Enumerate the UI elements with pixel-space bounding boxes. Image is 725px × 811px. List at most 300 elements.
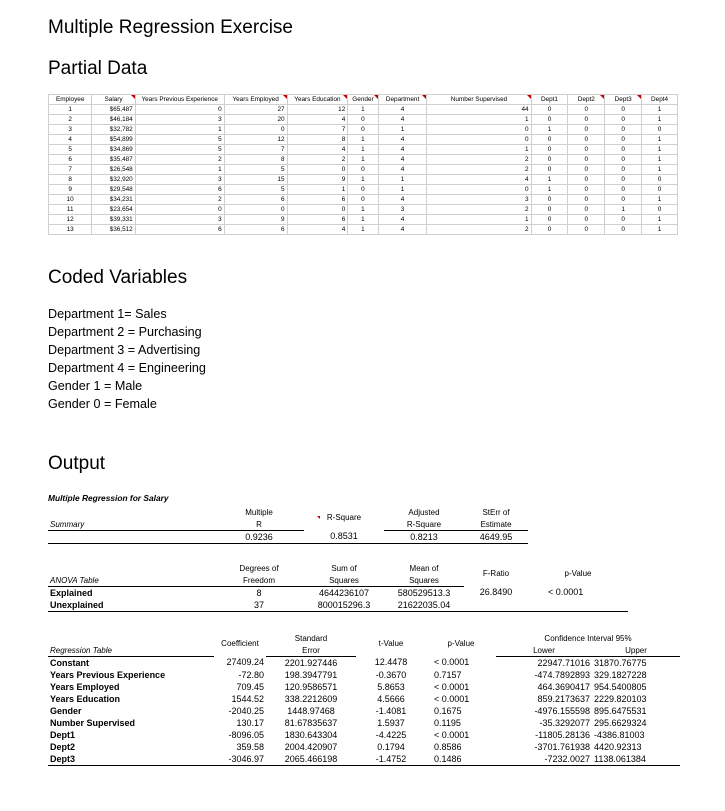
data-cell: 2 xyxy=(287,155,348,165)
data-cell: 0 xyxy=(135,205,224,215)
column-header: Dept3 xyxy=(605,95,642,105)
data-cell: 0 xyxy=(605,115,642,125)
regression-std-error: 2201.927446 xyxy=(284,657,338,668)
coded-item: Department 4 = Engineering xyxy=(48,361,206,375)
data-cell: 0 xyxy=(568,205,605,215)
regression-table xyxy=(48,632,680,766)
coded-item: Department 3 = Advertising xyxy=(48,343,201,357)
data-cell: 4 xyxy=(378,195,427,205)
summary-header: Adjusted xyxy=(408,508,440,517)
data-cell: 6 xyxy=(49,155,92,165)
data-cell: 0 xyxy=(531,145,568,155)
data-cell: 1 xyxy=(427,115,531,125)
column-header: Years Previous Experience xyxy=(135,95,224,105)
regression-ci-upper: 295.6629324 xyxy=(594,717,647,728)
data-cell: 8 xyxy=(49,175,92,185)
data-cell: 1 xyxy=(531,175,568,185)
summary-header: R xyxy=(214,518,304,530)
coded-item: Department 1= Sales xyxy=(48,307,167,321)
data-row xyxy=(49,195,678,205)
data-cell: 3 xyxy=(135,175,224,185)
regression-std-error: 198.3947791 xyxy=(284,669,338,680)
data-cell: 0 xyxy=(568,225,605,235)
data-cell: 1 xyxy=(642,195,678,205)
column-header: Dept1 xyxy=(531,95,568,105)
data-cell: $32,920 xyxy=(92,175,135,185)
regression-ci-lower: -4976.155598 xyxy=(534,705,590,716)
data-cell: 1 xyxy=(348,105,378,115)
data-cell: 4 xyxy=(287,115,348,125)
partial-data-heading: Partial Data xyxy=(48,58,148,79)
data-cell: 1 xyxy=(531,185,568,195)
data-cell: 0 xyxy=(531,205,568,215)
data-cell: 1 xyxy=(427,145,531,155)
data-cell: 13 xyxy=(49,225,92,235)
regression-ci-upper: 895.6475531 xyxy=(594,705,647,716)
regression-row xyxy=(48,717,680,729)
output-heading: Output xyxy=(48,453,106,474)
anova-row xyxy=(48,586,628,599)
data-cell: 0 xyxy=(531,195,568,205)
data-cell: 4 xyxy=(378,105,427,115)
data-cell: $39,331 xyxy=(92,215,135,225)
column-header: Employee xyxy=(49,95,92,105)
data-cell: 20 xyxy=(224,115,287,125)
data-cell: 0 xyxy=(531,115,568,125)
data-cell: 1 xyxy=(348,145,378,155)
data-cell: 5 xyxy=(135,145,224,155)
data-cell: 1 xyxy=(642,105,678,115)
data-cell: $54,899 xyxy=(92,135,135,145)
coded-item: Gender 0 = Female xyxy=(48,397,157,411)
regression-ci-lower: -11805.28136 xyxy=(535,729,590,740)
regression-ci-upper: 2229.820103 xyxy=(594,693,647,704)
data-cell: 4 xyxy=(378,115,427,125)
regression-std-error: 2004.420907 xyxy=(284,741,338,752)
anova-row-label: Explained xyxy=(50,587,93,598)
regression-std-error: 1830.643304 xyxy=(284,729,338,740)
data-cell: 12 xyxy=(287,105,348,115)
column-header: Department xyxy=(378,95,427,105)
regression-t-value: -4.4225 xyxy=(375,729,407,740)
summary-label: Summary xyxy=(48,518,214,530)
regression-t-value: 12.4478 xyxy=(374,657,408,668)
regression-coefficient: 709.45 xyxy=(236,681,264,692)
regression-coefficient: 1544.52 xyxy=(231,693,264,704)
data-cell: 3 xyxy=(135,215,224,225)
data-cell: 6 xyxy=(135,185,224,195)
regression-t-value: -1.4081 xyxy=(375,705,407,716)
data-cell: 7 xyxy=(224,145,287,155)
anova-header: Squares xyxy=(304,574,384,586)
anova-f: 26.8490 xyxy=(479,587,513,598)
regression-coefficient: -72.80 xyxy=(238,669,264,680)
anova-df: 37 xyxy=(214,599,304,612)
regression-row xyxy=(48,681,680,693)
data-cell: 1 xyxy=(642,165,678,175)
summary-header: R-Square xyxy=(384,518,464,530)
anova-header: F-Ratio xyxy=(482,569,510,578)
data-cell: 7 xyxy=(287,125,348,135)
regression-header: t-Value xyxy=(378,639,404,648)
regression-ci-lower: -35.3292077 xyxy=(539,717,590,728)
data-cell: 0 xyxy=(605,145,642,155)
data-cell: 0 xyxy=(348,165,378,175)
data-cell: 1 xyxy=(427,215,531,225)
summary-header: R-Square xyxy=(326,513,362,522)
data-cell: 9 xyxy=(224,215,287,225)
data-cell: $26,548 xyxy=(92,165,135,175)
anova-header: Degrees of xyxy=(239,564,279,573)
regression-ci-lower: 22947.71016 xyxy=(537,657,590,668)
data-row xyxy=(49,175,678,185)
data-cell: 0 xyxy=(605,175,642,185)
data-cell: 5 xyxy=(224,185,287,195)
data-cell: 12 xyxy=(49,215,92,225)
data-cell: 4 xyxy=(378,225,427,235)
regression-row xyxy=(48,693,680,705)
data-cell: 5 xyxy=(135,135,224,145)
data-cell: 0 xyxy=(568,195,605,205)
regression-header: Lower xyxy=(496,644,592,656)
data-cell: 8 xyxy=(287,135,348,145)
data-cell: 0 xyxy=(135,105,224,115)
summary-table xyxy=(48,506,528,544)
data-cell: $32,782 xyxy=(92,125,135,135)
regression-row-label: Constant xyxy=(50,657,89,668)
data-cell: 12 xyxy=(224,135,287,145)
data-row xyxy=(49,165,678,175)
data-cell: 1 xyxy=(642,145,678,155)
data-cell: 1 xyxy=(348,135,378,145)
anova-header: p-Value xyxy=(564,569,592,578)
regression-ci-upper: -4386.81003 xyxy=(594,729,645,740)
data-cell: 0 xyxy=(427,125,531,135)
data-cell: 1 xyxy=(135,125,224,135)
anova-ms: 21622035.04 xyxy=(384,599,464,612)
data-cell: 2 xyxy=(427,165,531,175)
data-cell: 2 xyxy=(49,115,92,125)
data-row xyxy=(49,135,678,145)
data-cell: 0 xyxy=(531,155,568,165)
data-cell: 15 xyxy=(224,175,287,185)
column-header: Number Supervised xyxy=(427,95,531,105)
summary-header: StErr of xyxy=(482,508,510,517)
regression-t-value: 0.1794 xyxy=(377,741,405,752)
data-cell: 0 xyxy=(348,125,378,135)
regression-header: Confidence Interval 95% xyxy=(544,634,632,643)
regression-coefficient: 130.17 xyxy=(236,717,264,728)
data-cell: 3 xyxy=(378,205,427,215)
data-cell: 0 xyxy=(605,225,642,235)
data-cell: 0 xyxy=(568,125,605,135)
column-header: Years Education xyxy=(287,95,348,105)
data-cell: 0 xyxy=(568,165,605,175)
regression-t-value: 5.8653 xyxy=(377,681,405,692)
data-cell: 0 xyxy=(531,165,568,175)
regression-p-value: 0.1195 xyxy=(434,717,461,728)
data-row xyxy=(49,145,678,155)
data-cell: 0 xyxy=(531,225,568,235)
regression-row-label: Dept2 xyxy=(50,741,76,752)
anova-label: ANOVA Table xyxy=(48,574,214,586)
data-cell: 1 xyxy=(605,205,642,215)
data-cell: 1 xyxy=(348,155,378,165)
regression-header: Upper xyxy=(592,644,680,656)
regression-ci-lower: -7232.0027 xyxy=(496,753,592,766)
data-cell: 0 xyxy=(568,175,605,185)
coded-item: Gender 1 = Male xyxy=(48,379,143,393)
anova-ss: 800015296.3 xyxy=(304,599,384,612)
regression-ci-lower: -3701.761938 xyxy=(534,741,590,752)
data-cell: 9 xyxy=(287,175,348,185)
data-cell: 1 xyxy=(378,175,427,185)
regression-row-label: Dept3 xyxy=(48,753,214,766)
regression-ci-upper: 329.1827228 xyxy=(594,669,647,680)
regression-header: Standard xyxy=(294,634,328,643)
data-row xyxy=(49,205,678,215)
data-cell: 2 xyxy=(427,225,531,235)
data-cell: 9 xyxy=(49,185,92,195)
column-header: Years Employed xyxy=(224,95,287,105)
data-cell: 0 xyxy=(605,155,642,165)
data-cell: 1 xyxy=(642,115,678,125)
data-row xyxy=(49,185,678,195)
regression-row xyxy=(48,669,680,681)
data-cell: 3 xyxy=(49,125,92,135)
regression-p-value: < 0.0001 xyxy=(434,657,470,668)
summary-header: Estimate xyxy=(464,518,528,530)
anova-df: 8 xyxy=(256,587,262,598)
data-cell: $35,487 xyxy=(92,155,135,165)
data-cell: 5 xyxy=(49,145,92,155)
data-cell: 2 xyxy=(427,155,531,165)
data-cell: 0 xyxy=(605,105,642,115)
anova-f xyxy=(464,599,528,612)
data-cell: $36,512 xyxy=(92,225,135,235)
coded-item: Department 2 = Purchasing xyxy=(48,325,202,339)
data-cell: 1 xyxy=(642,215,678,225)
data-cell: 11 xyxy=(49,205,92,215)
data-cell: 1 xyxy=(135,165,224,175)
data-cell: 1 xyxy=(378,125,427,135)
data-cell: 1 xyxy=(348,205,378,215)
data-cell: 4 xyxy=(378,135,427,145)
data-cell: 10 xyxy=(49,195,92,205)
data-cell: 0 xyxy=(568,155,605,165)
data-cell: 4 xyxy=(378,215,427,225)
regression-coefficient: 359.58 xyxy=(236,741,264,752)
data-cell: 2 xyxy=(135,195,224,205)
data-cell: 4 xyxy=(287,225,348,235)
data-cell: 0 xyxy=(531,215,568,225)
document-title: Multiple Regression Exercise xyxy=(48,17,293,38)
data-cell: 0 xyxy=(348,185,378,195)
data-cell: 6 xyxy=(224,225,287,235)
data-cell: 0 xyxy=(568,115,605,125)
data-cell: 0 xyxy=(287,165,348,175)
regression-std-error: 120.9586571 xyxy=(284,681,338,692)
data-cell: 4 xyxy=(378,155,427,165)
regression-row xyxy=(48,741,680,753)
data-cell: 1 xyxy=(348,225,378,235)
data-cell: 27 xyxy=(224,105,287,115)
multiple-r-value: 0.9236 xyxy=(214,530,304,543)
regression-p-value: 0.8586 xyxy=(434,741,462,752)
data-cell: 1 xyxy=(642,155,678,165)
regression-std-error: 1448.97468 xyxy=(287,705,335,716)
data-cell: 2 xyxy=(135,155,224,165)
data-cell: 6 xyxy=(224,195,287,205)
sterr-estimate-value: 4649.95 xyxy=(464,530,528,543)
regression-ci-upper: 1138.061384 xyxy=(592,753,680,766)
data-cell: 0 xyxy=(224,205,287,215)
regression-p-value: < 0.0001 xyxy=(434,693,470,704)
regression-std-error: 338.2212609 xyxy=(284,693,338,704)
data-cell: 4 xyxy=(49,135,92,145)
data-cell: 0 xyxy=(224,125,287,135)
data-cell: 2 xyxy=(427,205,531,215)
data-cell: 8 xyxy=(224,155,287,165)
data-cell: 0 xyxy=(427,135,531,145)
column-header: Dept2 xyxy=(568,95,605,105)
regression-row xyxy=(48,656,680,669)
regression-ci-lower: 859.2173637 xyxy=(537,693,590,704)
data-cell: $46,184 xyxy=(92,115,135,125)
anova-header: Mean of xyxy=(409,564,439,573)
regression-p-value: < 0.0001 xyxy=(434,729,470,740)
data-cell: 0 xyxy=(605,195,642,205)
data-cell: $34,231 xyxy=(92,195,135,205)
data-row xyxy=(49,105,678,115)
regression-ci-upper: 954.5400805 xyxy=(594,681,647,692)
regression-p-value: 0.1486 xyxy=(426,753,496,766)
regression-p-value: < 0.0001 xyxy=(434,681,470,692)
data-cell: 0 xyxy=(568,185,605,195)
anova-header: Freedom xyxy=(214,574,304,586)
regression-row-label: Gender xyxy=(50,705,82,716)
anova-header: Squares xyxy=(384,574,464,586)
data-cell: $65,487 xyxy=(92,105,135,115)
data-cell: 1 xyxy=(642,135,678,145)
data-cell: 3 xyxy=(427,195,531,205)
regression-row xyxy=(48,705,680,717)
regression-ci-lower: -474.7892893 xyxy=(534,669,590,680)
regression-t-value: -1.4752 xyxy=(356,753,426,766)
data-cell: 0 xyxy=(605,215,642,225)
data-cell: $29,548 xyxy=(92,185,135,195)
regression-ci-lower: 464.3690417 xyxy=(537,681,590,692)
anova-p xyxy=(528,599,628,612)
regression-ci-upper: 4420.92313 xyxy=(594,741,642,752)
data-row xyxy=(49,125,678,135)
regression-t-value: 4.5666 xyxy=(377,693,405,704)
data-cell: $23,654 xyxy=(92,205,135,215)
data-cell: 0 xyxy=(605,165,642,175)
data-cell: 1 xyxy=(49,105,92,115)
output-subtitle: Multiple Regression for Salary xyxy=(48,493,169,503)
regression-coefficient: -2040.25 xyxy=(228,705,264,716)
regression-t-value: -0.3670 xyxy=(375,669,407,680)
data-cell: 1 xyxy=(348,215,378,225)
regression-p-value: 0.1675 xyxy=(434,705,462,716)
anova-ms: 580529513.3 xyxy=(397,587,451,598)
data-row xyxy=(49,215,678,225)
regression-header: Error xyxy=(266,644,356,656)
column-header: Dept4 xyxy=(642,95,678,105)
data-row xyxy=(49,225,678,235)
data-cell: 6 xyxy=(135,225,224,235)
regression-label: Regression Table xyxy=(48,644,214,656)
summary-row xyxy=(48,530,528,543)
data-cell: 0 xyxy=(531,135,568,145)
regression-std-error: 81.67835637 xyxy=(284,717,338,728)
regression-coefficient: -3046.97 xyxy=(214,753,266,766)
regression-header: Coefficient xyxy=(221,639,259,648)
data-cell: 1 xyxy=(378,185,427,195)
data-cell: 1 xyxy=(642,225,678,235)
anova-p: < 0.0001 xyxy=(548,587,584,598)
regression-coefficient: -8096.05 xyxy=(228,729,264,740)
adjusted-r-square-value: 0.8213 xyxy=(384,530,464,543)
regression-row xyxy=(48,753,680,766)
data-cell: 6 xyxy=(287,215,348,225)
data-cell: 7 xyxy=(49,165,92,175)
anova-header: Sum of xyxy=(331,564,357,573)
regression-coefficient: 27409.24 xyxy=(226,657,264,668)
regression-ci-upper: 31870.76775 xyxy=(594,657,647,668)
anova-table xyxy=(48,562,628,612)
anova-row-label: Unexplained xyxy=(48,599,214,612)
regression-row-label: Years Previous Experience xyxy=(50,669,166,680)
regression-row-label: Number Supervised xyxy=(50,717,136,728)
data-cell: 0 xyxy=(642,175,678,185)
column-header: Salary xyxy=(92,95,135,105)
data-cell: 4 xyxy=(378,165,427,175)
data-cell: $34,869 xyxy=(92,145,135,155)
data-cell: 0 xyxy=(568,145,605,155)
data-cell: 1 xyxy=(348,175,378,185)
regression-row-label: Dept1 xyxy=(50,729,76,740)
data-cell: 3 xyxy=(135,115,224,125)
coded-variables-list xyxy=(48,305,206,413)
regression-row xyxy=(48,729,680,741)
data-cell: 0 xyxy=(642,205,678,215)
data-cell: 0 xyxy=(605,135,642,145)
anova-row xyxy=(48,599,628,612)
r-square-value: 0.8531 xyxy=(304,530,384,543)
data-cell: 0 xyxy=(642,125,678,135)
data-cell: 0 xyxy=(568,135,605,145)
coded-variables-heading: Coded Variables xyxy=(48,267,188,288)
data-cell: 0 xyxy=(531,105,568,115)
data-cell: 1 xyxy=(287,185,348,195)
regression-std-error: 2065.466198 xyxy=(266,753,356,766)
regression-p-value: 0.7157 xyxy=(434,669,462,680)
partial-data-table xyxy=(48,94,678,235)
data-cell: 0 xyxy=(605,125,642,135)
data-cell: 5 xyxy=(224,165,287,175)
regression-row-label: Years Education xyxy=(50,693,121,704)
data-cell: 0 xyxy=(642,185,678,195)
data-cell: 0 xyxy=(568,215,605,225)
data-cell: 1 xyxy=(531,125,568,135)
data-cell: 4 xyxy=(378,145,427,155)
column-header: Gender xyxy=(348,95,378,105)
data-row xyxy=(49,155,678,165)
data-cell: 0 xyxy=(605,185,642,195)
regression-header: p-Value xyxy=(447,639,475,648)
